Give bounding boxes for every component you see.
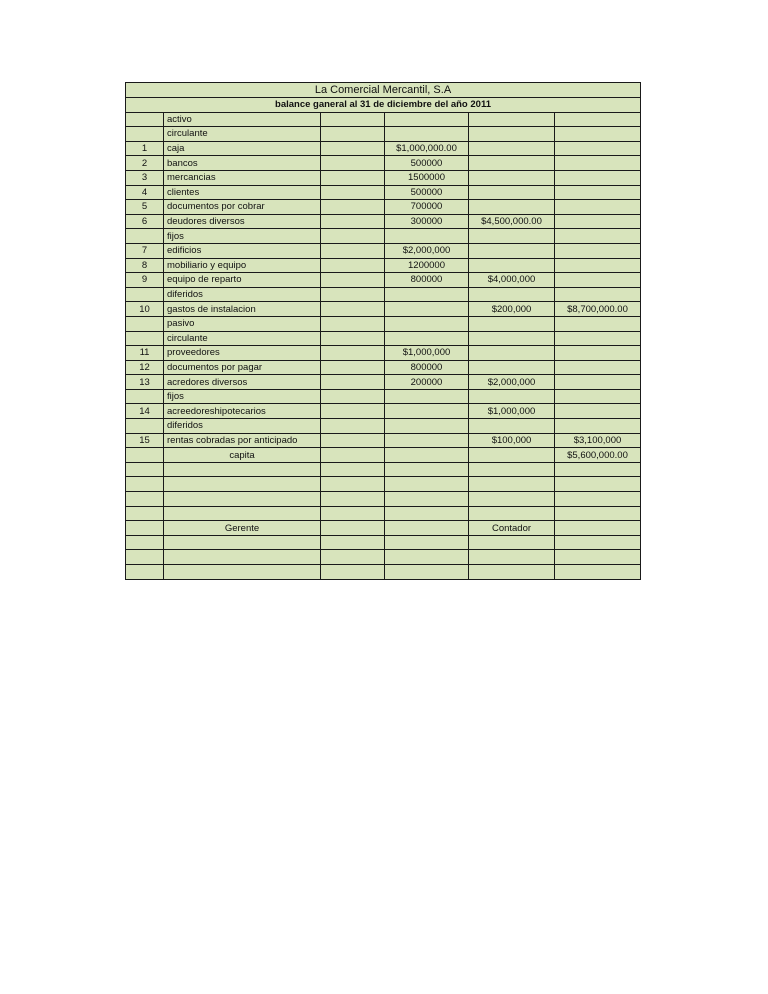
- total-amount-cell: [555, 229, 641, 244]
- account-name-cell: activo: [164, 112, 321, 127]
- table-row: [126, 565, 641, 580]
- table-row: [126, 462, 641, 477]
- subtotal-amount-cell: $4,000,000: [469, 273, 555, 288]
- partial-amount-cell: [385, 419, 469, 434]
- partial-amount-cell: $1,000,000.00: [385, 141, 469, 156]
- row-number-cell: [126, 287, 164, 302]
- partial-amount-cell: $2,000,000: [385, 243, 469, 258]
- table-row: [126, 521, 641, 536]
- partial-amount-cell: [385, 112, 469, 127]
- table-row: [126, 229, 641, 244]
- spacer-cell: [321, 127, 385, 142]
- total-amount-cell: [555, 506, 641, 521]
- row-number-cell: 15: [126, 433, 164, 448]
- total-amount-cell: [555, 200, 641, 215]
- table-row: [126, 273, 641, 288]
- subtotal-amount-cell: [469, 448, 555, 463]
- total-amount-cell: [555, 492, 641, 507]
- total-amount-cell: [555, 535, 641, 550]
- table-row: [126, 404, 641, 419]
- row-number-cell: [126, 535, 164, 550]
- account-name-cell: documentos por pagar: [164, 360, 321, 375]
- table-row: [126, 492, 641, 507]
- table-row: [126, 214, 641, 229]
- subtotal-amount-cell: [469, 229, 555, 244]
- account-name-cell: acredores diversos: [164, 375, 321, 390]
- spacer-cell: [321, 346, 385, 361]
- table-row: [126, 127, 641, 142]
- account-name-cell: edificios: [164, 243, 321, 258]
- table-row: [126, 331, 641, 346]
- subtotal-amount-cell: [469, 419, 555, 434]
- subtotal-amount-cell: [469, 287, 555, 302]
- account-name-cell: rentas cobradas por anticipado: [164, 433, 321, 448]
- spacer-cell: [321, 477, 385, 492]
- row-number-cell: 11: [126, 346, 164, 361]
- partial-amount-cell: [385, 287, 469, 302]
- account-name-cell: acreedoreshipotecarios: [164, 404, 321, 419]
- spacer-cell: [321, 141, 385, 156]
- account-name-cell: circulante: [164, 331, 321, 346]
- account-name-cell: clientes: [164, 185, 321, 200]
- account-name-cell: diferidos: [164, 287, 321, 302]
- table-row: [126, 506, 641, 521]
- row-number-cell: [126, 419, 164, 434]
- partial-amount-cell: [385, 506, 469, 521]
- row-number-cell: [126, 331, 164, 346]
- partial-amount-cell: [385, 389, 469, 404]
- subtotal-amount-cell: [469, 492, 555, 507]
- row-number-cell: 10: [126, 302, 164, 317]
- subtotal-amount-cell: $200,000: [469, 302, 555, 317]
- partial-amount-cell: [385, 127, 469, 142]
- total-amount-cell: [555, 477, 641, 492]
- row-number-cell: 9: [126, 273, 164, 288]
- total-amount-cell: [555, 521, 641, 536]
- total-amount-cell: [555, 127, 641, 142]
- subtotal-amount-cell: $4,500,000.00: [469, 214, 555, 229]
- subtotal-amount-cell: [469, 127, 555, 142]
- table-row: [126, 477, 641, 492]
- account-name-cell: [164, 550, 321, 565]
- total-amount-cell: [555, 287, 641, 302]
- spacer-cell: [321, 200, 385, 215]
- table-row: [126, 287, 641, 302]
- total-amount-cell: [555, 141, 641, 156]
- row-number-cell: 2: [126, 156, 164, 171]
- total-amount-cell: [555, 565, 641, 580]
- spacer-cell: [321, 214, 385, 229]
- row-number-cell: [126, 521, 164, 536]
- spacer-cell: [321, 258, 385, 273]
- account-name-cell: [164, 462, 321, 477]
- partial-amount-cell: [385, 302, 469, 317]
- subtotal-amount-cell: [469, 141, 555, 156]
- spacer-cell: [321, 360, 385, 375]
- account-name-cell: documentos por cobrar: [164, 200, 321, 215]
- row-number-cell: [126, 389, 164, 404]
- subtotal-amount-cell: $2,000,000: [469, 375, 555, 390]
- row-number-cell: [126, 462, 164, 477]
- partial-amount-cell: 300000: [385, 214, 469, 229]
- row-number-cell: [126, 229, 164, 244]
- total-amount-cell: [555, 214, 641, 229]
- subtotal-amount-cell: $1,000,000: [469, 404, 555, 419]
- total-amount-cell: $5,600,000.00: [555, 448, 641, 463]
- subtotal-amount-cell: [469, 389, 555, 404]
- row-number-cell: 7: [126, 243, 164, 258]
- total-amount-cell: [555, 360, 641, 375]
- table-row: [126, 419, 641, 434]
- spacer-cell: [321, 112, 385, 127]
- subtotal-amount-cell: [469, 200, 555, 215]
- account-name-cell: deudores diversos: [164, 214, 321, 229]
- total-amount-cell: [555, 243, 641, 258]
- subtotal-amount-cell: [469, 316, 555, 331]
- spacer-cell: [321, 506, 385, 521]
- partial-amount-cell: 1500000: [385, 170, 469, 185]
- sheet-title: La Comercial Mercantil, S.A: [126, 83, 641, 98]
- partial-amount-cell: [385, 316, 469, 331]
- table-row: [126, 550, 641, 565]
- table-row: [126, 316, 641, 331]
- spacer-cell: [321, 229, 385, 244]
- total-amount-cell: [555, 462, 641, 477]
- title-row: [126, 83, 641, 98]
- table-row: [126, 389, 641, 404]
- total-amount-cell: [555, 258, 641, 273]
- partial-amount-cell: [385, 331, 469, 346]
- spacer-cell: [321, 492, 385, 507]
- account-name-cell: fijos: [164, 229, 321, 244]
- total-amount-cell: $8,700,000.00: [555, 302, 641, 317]
- partial-amount-cell: 800000: [385, 273, 469, 288]
- subtotal-amount-cell: [469, 360, 555, 375]
- table-row: [126, 243, 641, 258]
- total-amount-cell: [555, 185, 641, 200]
- total-amount-cell: [555, 170, 641, 185]
- partial-amount-cell: 500000: [385, 156, 469, 171]
- table-row: [126, 433, 641, 448]
- total-amount-cell: [555, 404, 641, 419]
- total-amount-cell: [555, 419, 641, 434]
- table-row: [126, 360, 641, 375]
- spacer-cell: [321, 185, 385, 200]
- subtotal-amount-cell: [469, 506, 555, 521]
- account-name-cell: [164, 535, 321, 550]
- row-number-cell: 13: [126, 375, 164, 390]
- row-number-cell: [126, 492, 164, 507]
- account-name-cell: proveedores: [164, 346, 321, 361]
- subtotal-amount-cell: [469, 346, 555, 361]
- subtotal-amount-cell: [469, 535, 555, 550]
- spacer-cell: [321, 287, 385, 302]
- partial-amount-cell: [385, 550, 469, 565]
- partial-amount-cell: 500000: [385, 185, 469, 200]
- subtotal-amount-cell: [469, 243, 555, 258]
- spacer-cell: [321, 419, 385, 434]
- total-amount-cell: [555, 331, 641, 346]
- row-number-cell: 1: [126, 141, 164, 156]
- partial-amount-cell: [385, 433, 469, 448]
- account-name-cell: caja: [164, 141, 321, 156]
- spacer-cell: [321, 302, 385, 317]
- spacer-cell: [321, 316, 385, 331]
- row-number-cell: [126, 477, 164, 492]
- table-row: [126, 200, 641, 215]
- table-row: [126, 156, 641, 171]
- total-amount-cell: [555, 112, 641, 127]
- account-name-cell: mobiliario y equipo: [164, 258, 321, 273]
- total-amount-cell: [555, 389, 641, 404]
- row-number-cell: [126, 550, 164, 565]
- row-number-cell: [126, 316, 164, 331]
- table-row: [126, 535, 641, 550]
- table-row: [126, 346, 641, 361]
- row-number-cell: 5: [126, 200, 164, 215]
- partial-amount-cell: [385, 404, 469, 419]
- partial-amount-cell: 200000: [385, 375, 469, 390]
- partial-amount-cell: [385, 462, 469, 477]
- row-number-cell: 12: [126, 360, 164, 375]
- row-number-cell: 3: [126, 170, 164, 185]
- partial-amount-cell: 800000: [385, 360, 469, 375]
- partial-amount-cell: $1,000,000: [385, 346, 469, 361]
- table-row: [126, 302, 641, 317]
- total-amount-cell: [555, 156, 641, 171]
- balance-sheet-table: [125, 82, 641, 580]
- subtotal-amount-cell: [469, 477, 555, 492]
- account-name-cell: fijos: [164, 389, 321, 404]
- account-name-cell: circulante: [164, 127, 321, 142]
- subtotal-amount-cell: [469, 258, 555, 273]
- account-name-cell: bancos: [164, 156, 321, 171]
- row-number-cell: [126, 127, 164, 142]
- total-amount-cell: [555, 375, 641, 390]
- partial-amount-cell: [385, 492, 469, 507]
- row-number-cell: [126, 565, 164, 580]
- table-row: [126, 141, 641, 156]
- table-row: [126, 185, 641, 200]
- spacer-cell: [321, 404, 385, 419]
- subtotal-amount-cell: [469, 550, 555, 565]
- table-row: [126, 258, 641, 273]
- spacer-cell: [321, 375, 385, 390]
- account-name-cell: [164, 565, 321, 580]
- subtitle-row: [126, 98, 641, 113]
- spacer-cell: [321, 389, 385, 404]
- table-row: [126, 375, 641, 390]
- partial-amount-cell: [385, 521, 469, 536]
- total-amount-cell: [555, 273, 641, 288]
- spacer-cell: [321, 433, 385, 448]
- spacer-cell: [321, 448, 385, 463]
- subtotal-amount-cell: [469, 170, 555, 185]
- subtotal-amount-cell: [469, 156, 555, 171]
- account-name-cell: Gerente: [164, 521, 321, 536]
- row-number-cell: 6: [126, 214, 164, 229]
- account-name-cell: gastos de instalacion: [164, 302, 321, 317]
- spacer-cell: [321, 462, 385, 477]
- row-number-cell: [126, 448, 164, 463]
- account-name-cell: [164, 492, 321, 507]
- account-name-cell: [164, 506, 321, 521]
- subtotal-amount-cell: [469, 112, 555, 127]
- subtotal-amount-cell: $100,000: [469, 433, 555, 448]
- account-name-cell: pasivo: [164, 316, 321, 331]
- row-number-cell: 8: [126, 258, 164, 273]
- partial-amount-cell: 700000: [385, 200, 469, 215]
- partial-amount-cell: [385, 229, 469, 244]
- account-name-cell: mercancias: [164, 170, 321, 185]
- subtotal-amount-cell: [469, 331, 555, 346]
- total-amount-cell: [555, 550, 641, 565]
- spacer-cell: [321, 273, 385, 288]
- partial-amount-cell: 1200000: [385, 258, 469, 273]
- partial-amount-cell: [385, 565, 469, 580]
- row-number-cell: [126, 112, 164, 127]
- spacer-cell: [321, 521, 385, 536]
- subtotal-amount-cell: [469, 462, 555, 477]
- row-number-cell: 14: [126, 404, 164, 419]
- sheet-subtitle: balance ganeral al 31 de diciembre del año 2011: [126, 98, 641, 113]
- account-name-cell: equipo de reparto: [164, 273, 321, 288]
- row-number-cell: [126, 506, 164, 521]
- spacer-cell: [321, 243, 385, 258]
- spacer-cell: [321, 170, 385, 185]
- table-row: [126, 448, 641, 463]
- partial-amount-cell: [385, 535, 469, 550]
- account-name-cell: [164, 477, 321, 492]
- account-name-cell: capita: [164, 448, 321, 463]
- account-name-cell: diferidos: [164, 419, 321, 434]
- table-row: [126, 112, 641, 127]
- subtotal-amount-cell: [469, 565, 555, 580]
- spacer-cell: [321, 565, 385, 580]
- partial-amount-cell: [385, 448, 469, 463]
- subtotal-amount-cell: [469, 185, 555, 200]
- spacer-cell: [321, 550, 385, 565]
- total-amount-cell: [555, 316, 641, 331]
- row-number-cell: 4: [126, 185, 164, 200]
- spacer-cell: [321, 156, 385, 171]
- spacer-cell: [321, 331, 385, 346]
- table-row: [126, 170, 641, 185]
- subtotal-amount-cell: Contador: [469, 521, 555, 536]
- total-amount-cell: $3,100,000: [555, 433, 641, 448]
- total-amount-cell: [555, 346, 641, 361]
- partial-amount-cell: [385, 477, 469, 492]
- spacer-cell: [321, 535, 385, 550]
